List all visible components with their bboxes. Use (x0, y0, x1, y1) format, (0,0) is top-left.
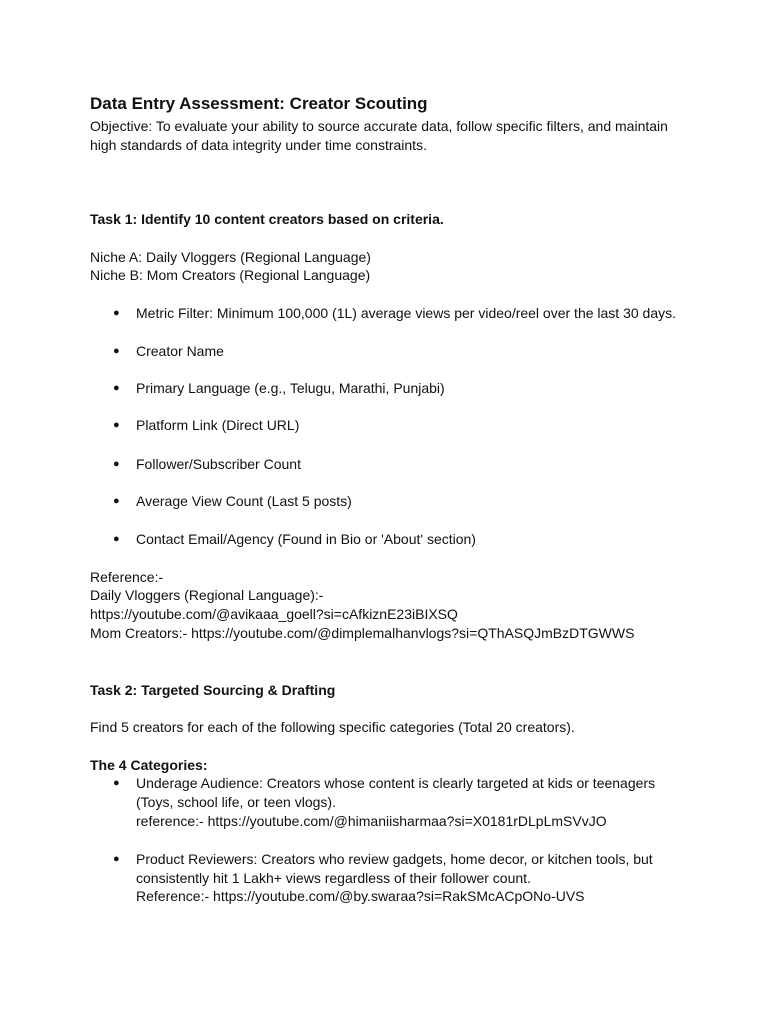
niche-b: Niche B: Mom Creators (Regional Language) (90, 267, 371, 283)
objective-line-2: high standards of data integrity under time constraints. (90, 137, 427, 153)
category-underage-audience-reference[interactable]: reference:- https://youtube.com/@himaniisharmaa?si=X0181rDLpLmSVvJO (136, 813, 607, 829)
bullet-marker: ● (113, 458, 120, 470)
category-product-reviewers-line-2: consistently hit 1 Lakh+ views regardless of their follower count. (136, 870, 531, 886)
category-underage-audience-line-2: (Toys, school life, or teen vlogs). (136, 794, 336, 810)
bullet-creator-name: Creator Name (136, 343, 224, 359)
bullet-marker: ● (113, 307, 120, 319)
bullet-marker: ● (113, 853, 120, 865)
bullet-metric-filter: Metric Filter: Minimum 100,000 (1L) average views per video/reel over the last 30 days. (136, 305, 677, 321)
bullet-contact-email: Contact Email/Agency (Found in Bio or 'About' section) (136, 531, 476, 547)
bullet-marker: ● (113, 345, 120, 357)
bullet-marker: ● (113, 419, 120, 431)
bullet-primary-language: Primary Language (e.g., Telugu, Marathi, Punjabi) (136, 380, 445, 396)
bullet-marker: ● (113, 382, 120, 394)
page-title: Data Entry Assessment: Creator Scouting (90, 94, 428, 113)
categories-heading: The 4 Categories: (90, 757, 208, 773)
category-product-reviewers: Product Reviewers: Creators who review gadgets, home decor, or kitchen tools, but (136, 851, 653, 867)
bullet-follower-count: Follower/Subscriber Count (136, 456, 301, 472)
reference-mom-creators[interactable]: Mom Creators:- https://youtube.com/@dimplemalhanvlogs?si=QThASQJmBzDTGWWS (90, 625, 635, 641)
bullet-marker: ● (113, 533, 120, 545)
category-product-reviewers-reference[interactable]: Reference:- https://youtube.com/@by.swaraa?si=RakSMcACpONo-UVS (136, 888, 585, 904)
niche-a: Niche A: Daily Vloggers (Regional Language) (90, 249, 371, 265)
reference-label: Reference:- (90, 569, 164, 585)
bullet-platform-link: Platform Link (Direct URL) (136, 417, 300, 433)
bullet-marker: ● (113, 495, 120, 507)
task2-heading: Task 2: Targeted Sourcing & Drafting (90, 682, 336, 698)
reference-daily-vloggers-link[interactable]: https://youtube.com/@avikaaa_goell?si=cAfkiznE23iBIXSQ (90, 606, 458, 622)
bullet-average-view-count: Average View Count (Last 5 posts) (136, 493, 352, 509)
reference-daily-vloggers: Daily Vloggers (Regional Language):- (90, 587, 324, 603)
task2-intro: Find 5 creators for each of the following specific categories (Total 20 creators). (90, 719, 575, 735)
category-underage-audience: Underage Audience: Creators whose content is clearly targeted at kids or teenagers (136, 775, 656, 791)
task1-heading: Task 1: Identify 10 content creators based on criteria. (90, 211, 444, 227)
objective-line-1: Objective: To evaluate your ability to source accurate data, follow specific filters, and maintain (90, 118, 668, 134)
bullet-marker: ● (113, 777, 120, 789)
